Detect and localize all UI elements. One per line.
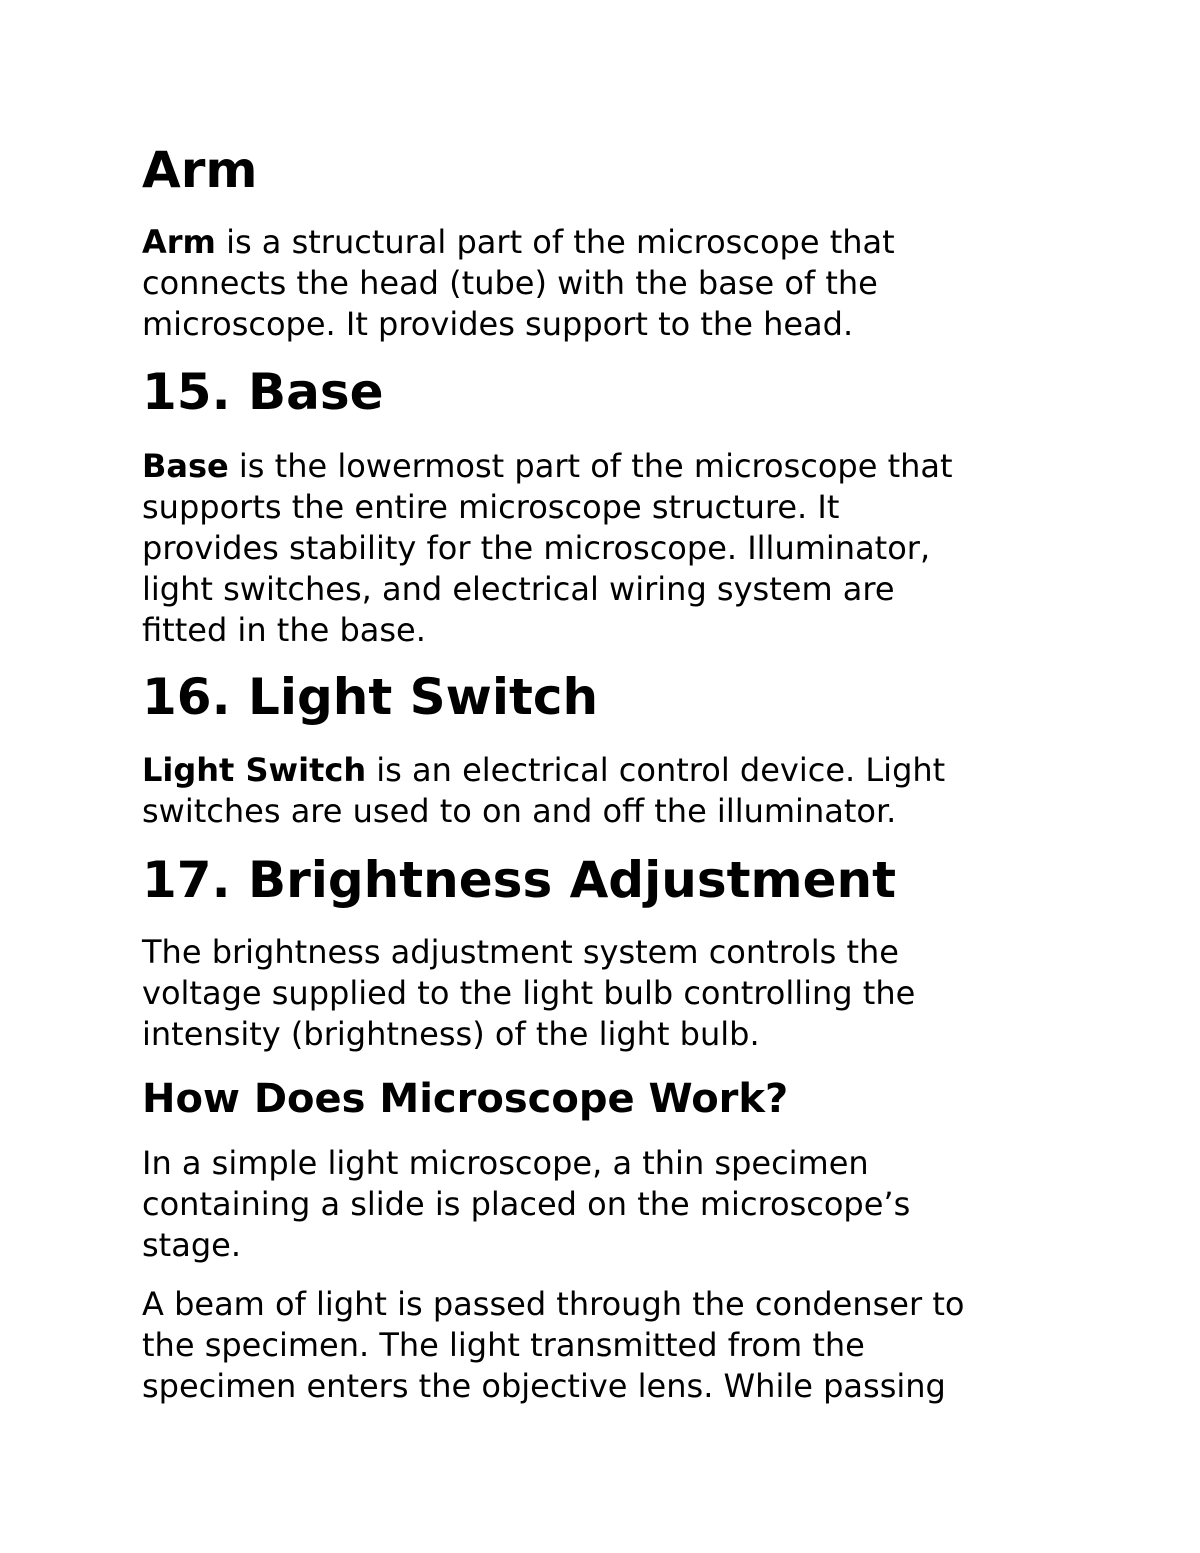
term-light-switch: Light Switch	[142, 751, 367, 789]
paragraph-line: supports the entire microscope structure. It	[142, 488, 840, 526]
heading-light-switch: 16. Light Switch	[142, 668, 599, 726]
section-base	[142, 364, 384, 420]
section-arm	[142, 142, 257, 198]
paragraph-line: provides stability for the microscope. Illuminator,	[142, 529, 931, 567]
paragraph-line: The brightness adjustment system controls the	[142, 933, 899, 971]
paragraph-line: the specimen. The light transmitted from the	[142, 1326, 865, 1364]
paragraph-line: containing a slide is placed on the microscope’s	[142, 1185, 911, 1223]
paragraph-brightness-adjustment	[142, 932, 915, 1055]
paragraph-how-works-1	[142, 1143, 910, 1266]
paragraph-line: fitted in the base.	[142, 611, 426, 649]
paragraph-line: Light Switch is an electrical control device. Light	[142, 751, 946, 789]
section-brightness-adjustment	[142, 852, 896, 908]
paragraph-line: light switches, and electrical wiring system are	[142, 570, 895, 608]
paragraph-arm	[142, 222, 895, 345]
term-arm: Arm	[142, 223, 216, 261]
paragraph-line: connects the head (tube) with the base of the	[142, 264, 878, 302]
heading-how-microscope-works: How Does Microscope Work?	[142, 1076, 789, 1122]
paragraph-line: intensity (brightness) of the light bulb.	[142, 1015, 760, 1053]
heading-base: 15. Base	[142, 363, 384, 421]
paragraph-line: switches are used to on and off the illuminator.	[142, 792, 897, 830]
paragraph-line: In a simple light microscope, a thin specimen	[142, 1144, 869, 1182]
paragraph-line: voltage supplied to the light bulb controlling the	[142, 974, 916, 1012]
section-light-switch	[142, 669, 598, 725]
heading-arm: Arm	[142, 141, 258, 199]
paragraph-how-works-2	[142, 1284, 964, 1407]
section-how-microscope-works	[142, 1076, 788, 1122]
paragraph-light-switch	[142, 750, 945, 832]
paragraph-line: A beam of light is passed through the condenser to	[142, 1285, 965, 1323]
paragraph-line: Arm is a structural part of the microscope that	[142, 223, 895, 261]
paragraph-line: stage.	[142, 1226, 241, 1264]
term-base: Base	[142, 447, 229, 485]
paragraph-line: specimen enters the objective lens. While passing	[142, 1367, 946, 1405]
heading-brightness-adjustment: 17. Brightness Adjustment	[142, 851, 897, 909]
paragraph-line: microscope. It provides support to the head.	[142, 305, 854, 343]
paragraph-base	[142, 446, 953, 651]
paragraph-line: Base is the lowermost part of the microscope that	[142, 447, 953, 485]
